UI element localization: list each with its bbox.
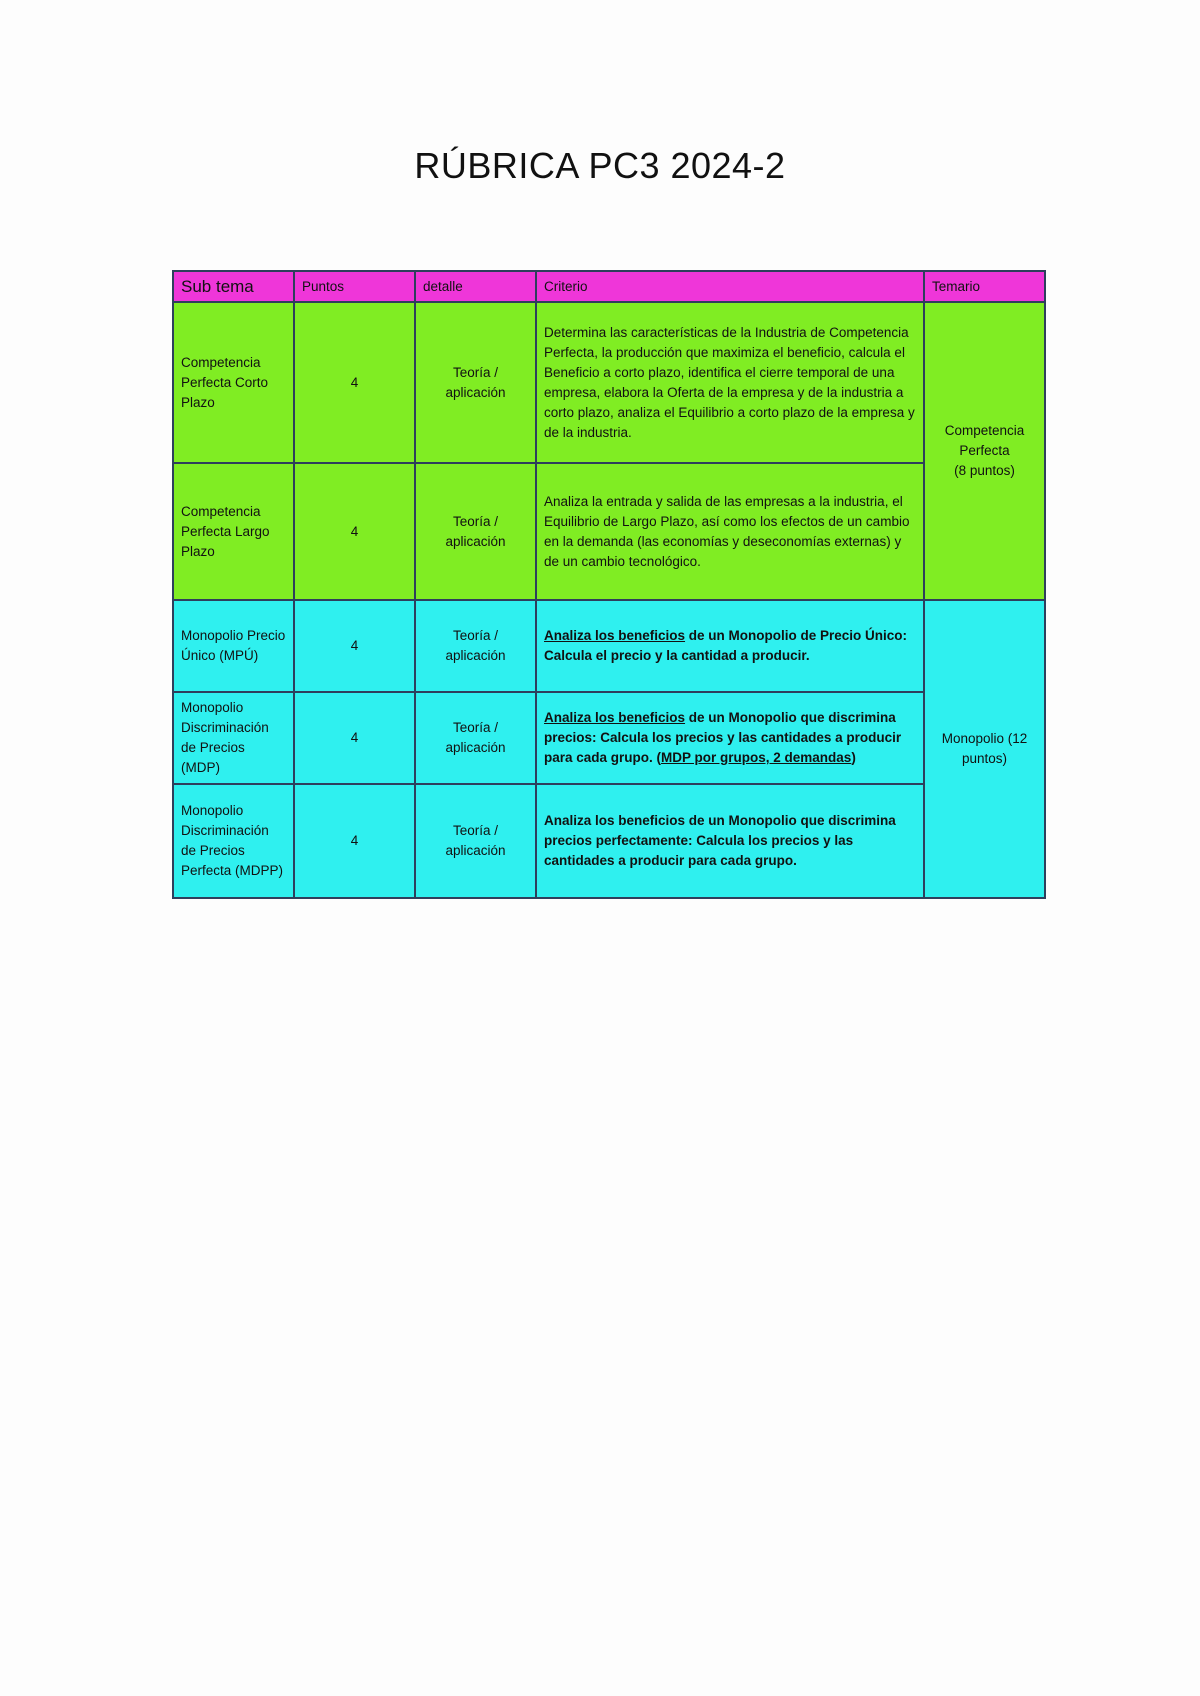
- cell-detalle: Teoría / aplicación: [415, 600, 536, 692]
- cell-subtema: Monopolio Discriminación de Precios Perfecta (MDPP): [173, 784, 294, 898]
- table-row: [173, 692, 1045, 784]
- cell-criterio: [536, 600, 924, 692]
- criterio-text: de un Monopolio que discrimina precios: Calcula los precios y las cantidades a producir para cada grupo. (: [544, 710, 902, 765]
- criterio-underlined: Analiza los beneficios: [544, 710, 686, 725]
- temario-competencia-points: (8 puntos): [954, 463, 1015, 478]
- page-title: RÚBRICA PC3 2024-2: [414, 145, 786, 186]
- header-temario: Temario: [924, 271, 1045, 302]
- cell-temario-monopolio: Monopolio (12 puntos): [924, 600, 1045, 898]
- cell-puntos: 4: [294, 600, 415, 692]
- header-criterio: Criterio: [536, 271, 924, 302]
- cell-puntos: 4: [294, 302, 415, 463]
- cell-detalle: Teoría / aplicación: [415, 692, 536, 784]
- cell-detalle: Teoría / aplicación: [415, 463, 536, 600]
- cell-subtema: Competencia Perfecta Corto Plazo: [173, 302, 294, 463]
- table-row: [173, 784, 1045, 898]
- table-row: [173, 600, 1045, 692]
- cell-puntos: 4: [294, 692, 415, 784]
- temario-competencia-name: Competencia Perfecta: [944, 423, 1025, 458]
- table-header-row: [173, 271, 1045, 302]
- criterio-underlined: Analiza los beneficios: [544, 628, 686, 643]
- cell-temario-competencia: [924, 302, 1045, 600]
- header-subtema: Sub tema: [173, 271, 294, 302]
- cell-criterio: Determina las características de la Industria de Competencia Perfecta, la producción que maximiza el beneficio, calcula el Beneficio a corto plazo, identifica el cierre temporal de una empresa, elabora la Oferta de la empresa y de la industria a corto plazo, analiza el Equilibrio a corto plazo de la empresa y de la industria.: [536, 302, 924, 463]
- cell-criterio: [536, 692, 924, 784]
- header-puntos: Puntos: [294, 271, 415, 302]
- cell-subtema: Competencia Perfecta Largo Plazo: [173, 463, 294, 600]
- cell-detalle: Teoría / aplicación: [415, 784, 536, 898]
- cell-subtema: Monopolio Discriminación de Precios (MDP): [173, 692, 294, 784]
- cell-puntos: 4: [294, 463, 415, 600]
- criterio-text: de un Monopolio de Precio Único: Calcula el precio y la cantidad a producir.: [544, 628, 908, 663]
- criterio-end: ): [851, 750, 856, 765]
- cell-subtema: Monopolio Precio Único (MPÚ): [173, 600, 294, 692]
- table-row: [173, 463, 1045, 600]
- cell-detalle: Teoría / aplicación: [415, 302, 536, 463]
- cell-criterio: Analiza los beneficios de un Monopolio que discrimina precios perfectamente: Calcula los precios y las cantidades a producir para cada grupo.: [536, 784, 924, 898]
- cell-puntos: 4: [294, 784, 415, 898]
- table-row: [173, 302, 1045, 463]
- header-detalle: detalle: [415, 271, 536, 302]
- cell-criterio: Analiza la entrada y salida de las empresas a la industria, el Equilibrio de Largo Plazo, así como los efectos de un cambio en la demanda (las economías y deseconomías externas) y de un cambio tecnológico.: [536, 463, 924, 600]
- rubric-table: [172, 270, 1046, 899]
- criterio-underlined-note: MDP por grupos, 2 demandas: [661, 750, 852, 765]
